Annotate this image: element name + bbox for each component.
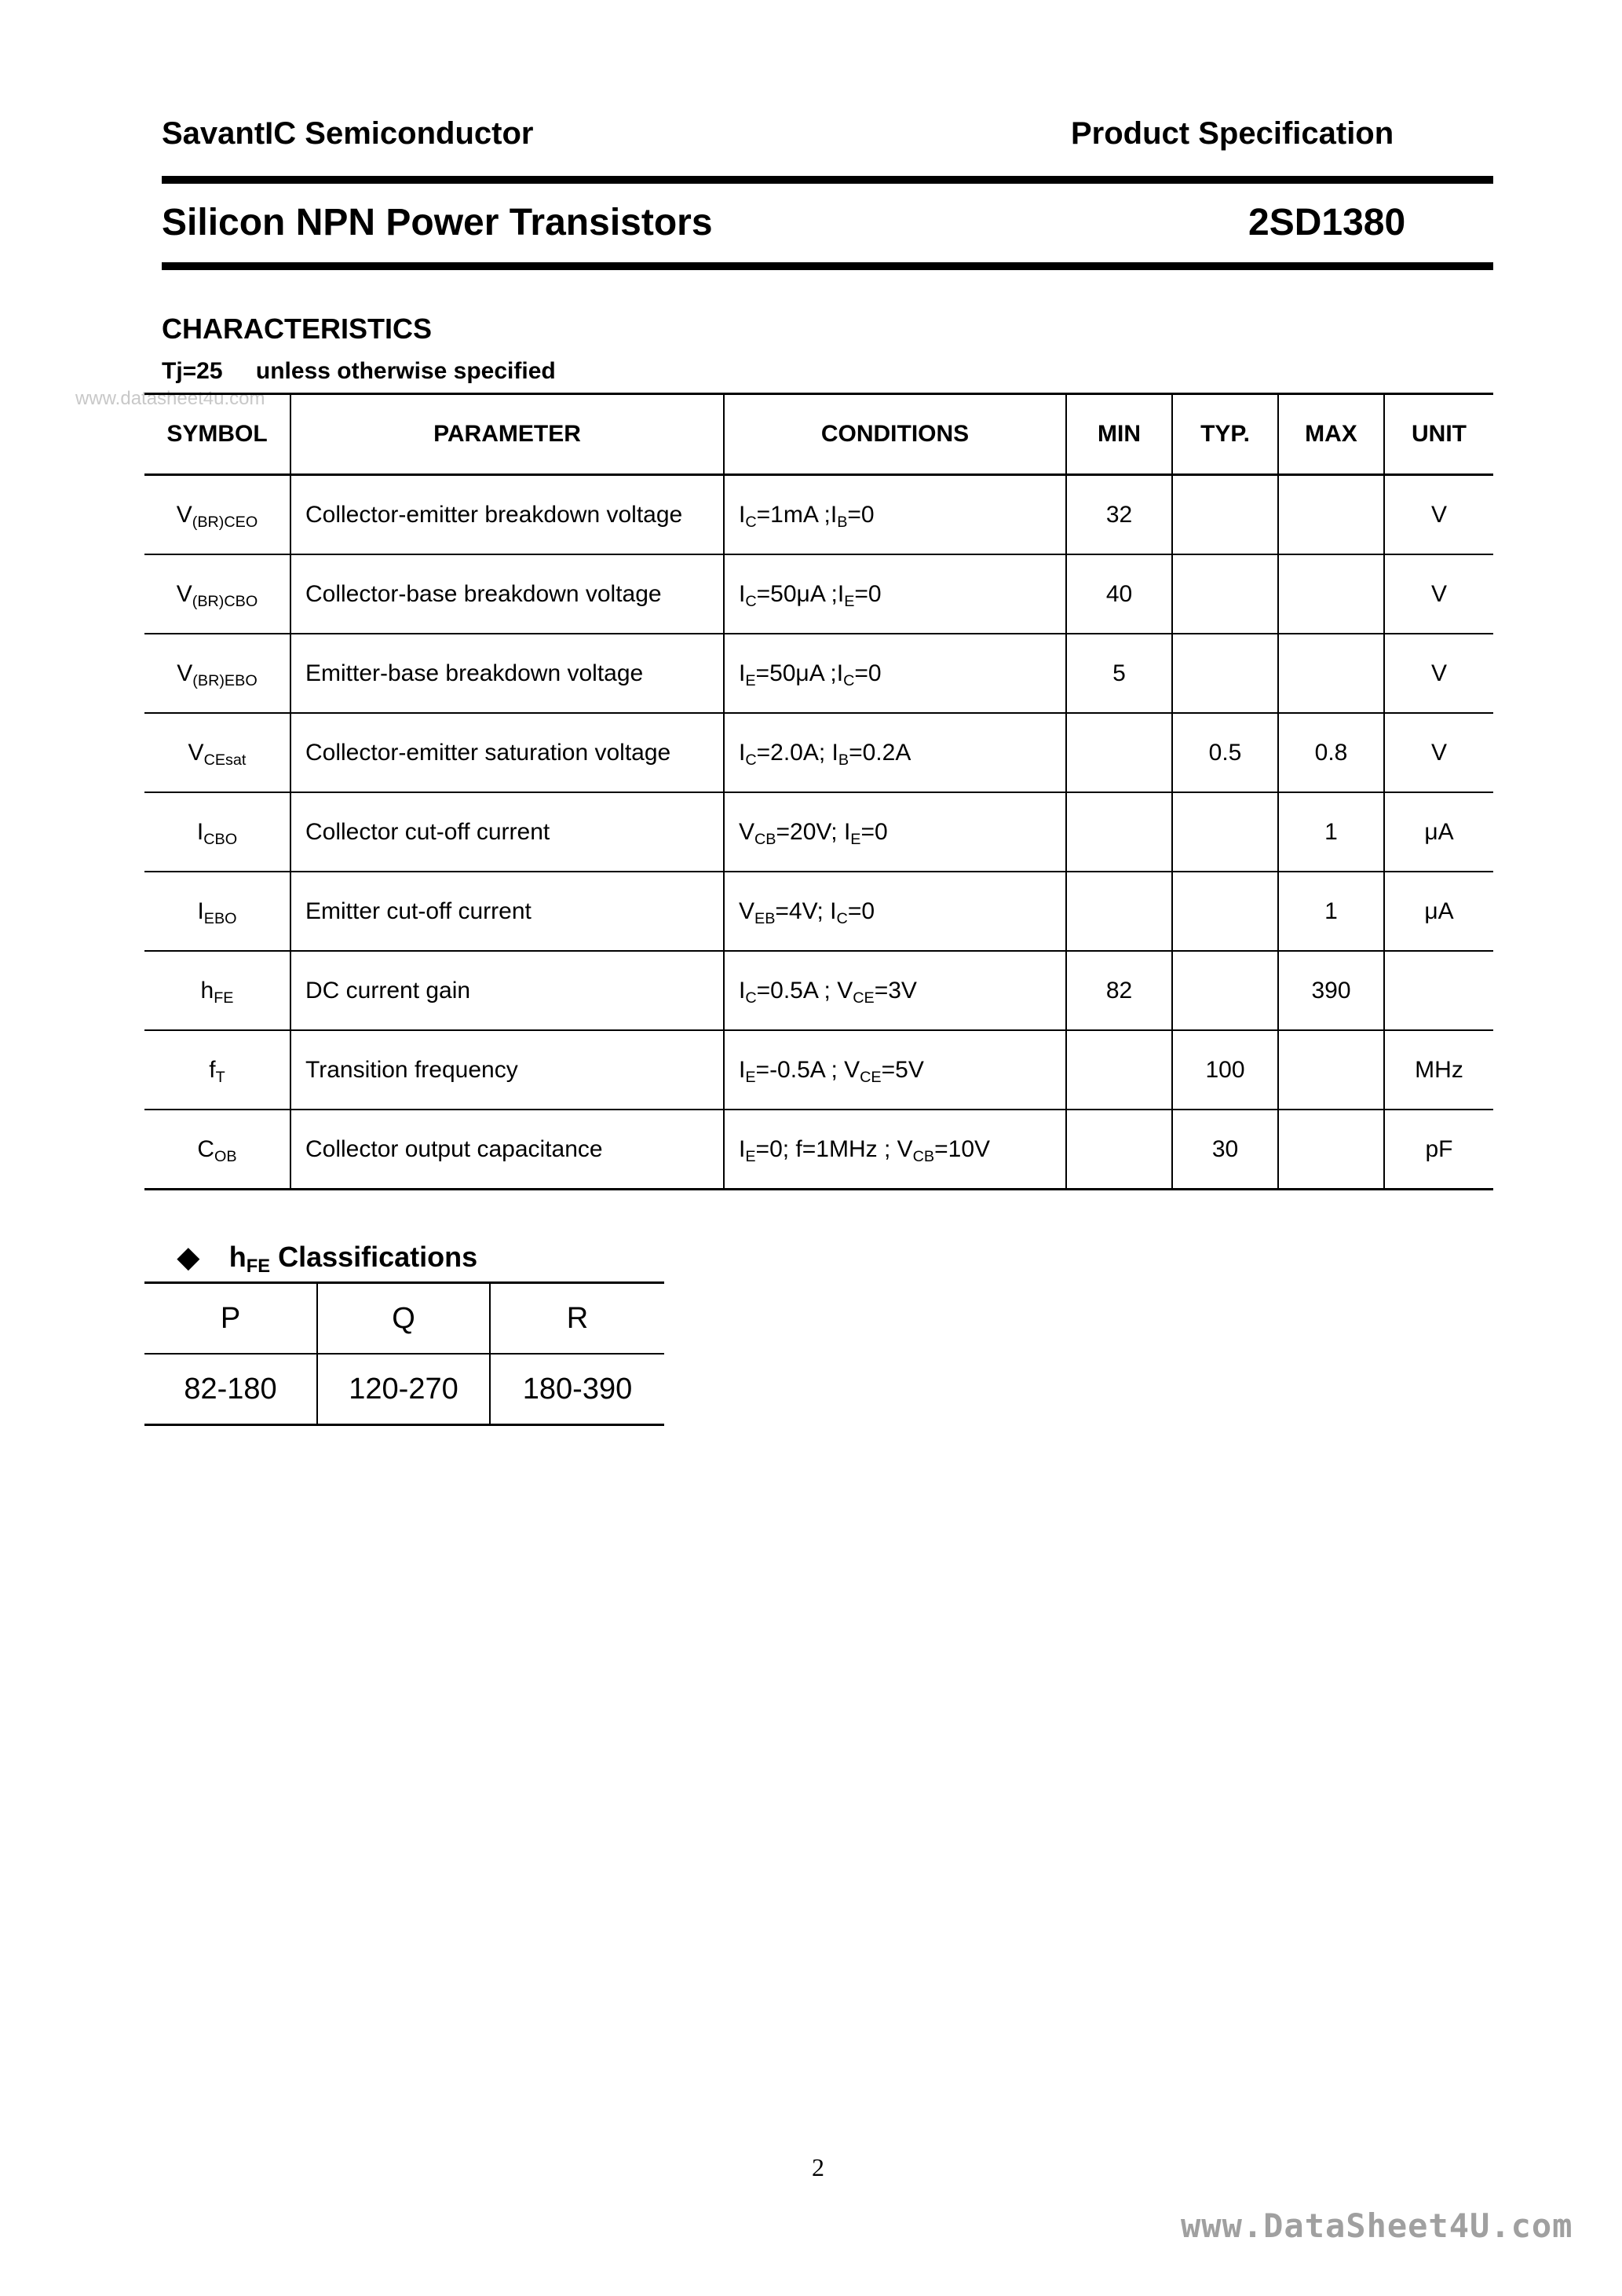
symbol-main: V <box>176 501 192 528</box>
condition-text: =0 <box>860 818 888 845</box>
class-header-q: Q <box>317 1283 490 1355</box>
parameter-cell: Collector-base breakdown voltage <box>290 554 724 634</box>
classification-range-row <box>144 1354 664 1425</box>
condition-text: =50μA ;I <box>756 580 845 607</box>
hfe-classification-table <box>144 1281 664 1426</box>
parameter-cell: Transition frequency <box>290 1030 724 1110</box>
parameter-cell: Emitter cut-off current <box>290 872 724 951</box>
class-range-q: 120-270 <box>317 1354 490 1425</box>
conditions-cell <box>724 713 1066 792</box>
unit-cell: μA <box>1384 792 1493 872</box>
symbol-main: I <box>196 818 204 845</box>
conditions-cell <box>724 951 1066 1030</box>
symbol-subscript: (BR)CEO <box>192 513 258 531</box>
symbol-cell <box>144 951 290 1030</box>
typ-cell <box>1172 872 1278 951</box>
class-range-p: 82-180 <box>144 1354 317 1425</box>
symbol-subscript: (BR)CBO <box>192 592 258 610</box>
class-header-r: R <box>490 1283 664 1355</box>
condition-text: =0 <box>854 580 882 607</box>
condition-text: =4V; I <box>775 898 837 924</box>
symbol-subscript: OB <box>214 1147 237 1165</box>
unit-cell <box>1384 951 1493 1030</box>
characteristics-table <box>144 393 1493 1190</box>
col-header-parameter: PARAMETER <box>290 394 724 475</box>
conditions-cell <box>724 872 1066 951</box>
condition-subscript: E <box>745 671 756 689</box>
page-number: 2 <box>812 2153 824 2181</box>
max-cell: 1 <box>1278 792 1384 872</box>
watermark-top: www.datasheet4u.com <box>75 388 265 409</box>
parameter-cell: Collector cut-off current <box>290 792 724 872</box>
symbol-cell <box>144 872 290 951</box>
max-cell: 1 <box>1278 872 1384 951</box>
condition-text: I <box>739 1135 746 1162</box>
symbol-cell <box>144 554 290 634</box>
symbol-main: C <box>197 1135 215 1162</box>
typ-cell: 0.5 <box>1172 713 1278 792</box>
table-row <box>144 1030 1493 1110</box>
condition-text: I <box>739 1056 746 1083</box>
conditions-cell <box>724 554 1066 634</box>
table-row <box>144 1110 1493 1190</box>
unit-cell: μA <box>1384 872 1493 951</box>
condition-text: I <box>739 501 746 528</box>
table-row <box>144 951 1493 1030</box>
typ-cell: 100 <box>1172 1030 1278 1110</box>
condition-subscript: CB <box>912 1147 935 1165</box>
condition-note-temp: Tj=25 <box>162 358 223 384</box>
parameter-cell: DC current gain <box>290 951 724 1030</box>
footer-watermark: www.DataSheet4U.com <box>1181 2206 1573 2245</box>
parameter-cell: Collector output capacitance <box>290 1110 724 1190</box>
col-header-conditions: CONDITIONS <box>724 394 1066 475</box>
company-name: SavantIC Semiconductor <box>162 116 534 151</box>
symbol-subscript: CEsat <box>203 751 247 769</box>
hfe-title-text: Classifications <box>278 1241 478 1273</box>
condition-text: =20V; I <box>776 818 851 845</box>
symbol-cell <box>144 713 290 792</box>
condition-subscript: CE <box>860 1068 882 1086</box>
hfe-classifications-title <box>177 1241 478 1278</box>
parameter-cell: Collector-emitter breakdown voltage <box>290 475 724 555</box>
table-header-row <box>144 394 1493 475</box>
symbol-main: V <box>177 660 193 686</box>
condition-text: I <box>739 580 746 607</box>
unit-cell: V <box>1384 475 1493 555</box>
unit-cell: pF <box>1384 1110 1493 1190</box>
symbol-cell <box>144 1110 290 1190</box>
condition-subscript: EB <box>754 909 776 927</box>
condition-text: =2.0A; I <box>756 739 838 766</box>
col-header-typ: TYP. <box>1172 394 1278 475</box>
condition-subscript: C <box>745 592 757 610</box>
class-header-p: P <box>144 1283 317 1355</box>
col-header-min: MIN <box>1066 394 1172 475</box>
col-header-symbol: SYMBOL <box>144 394 290 475</box>
min-cell: 32 <box>1066 475 1172 555</box>
condition-text: =-0.5A ; V <box>755 1056 860 1083</box>
max-cell <box>1278 1110 1384 1190</box>
table-row <box>144 713 1493 792</box>
characteristics-title: CHARACTERISTICS <box>162 313 433 345</box>
hfe-symbol-sub: FE <box>246 1256 271 1278</box>
header-rule-top <box>162 176 1493 184</box>
symbol-main: V <box>176 580 192 607</box>
condition-text: =5V <box>881 1056 924 1083</box>
conditions-cell <box>724 1110 1066 1190</box>
min-cell <box>1066 1110 1172 1190</box>
condition-text: =10V <box>934 1135 991 1162</box>
table-row <box>144 475 1493 555</box>
product-family: Silicon NPN Power Transistors <box>162 202 713 243</box>
max-cell <box>1278 554 1384 634</box>
symbol-cell <box>144 792 290 872</box>
symbol-subscript: EBO <box>203 909 237 927</box>
unit-cell: V <box>1384 713 1493 792</box>
parameter-cell: Emitter-base breakdown voltage <box>290 634 724 713</box>
condition-subscript: E <box>745 1068 756 1086</box>
unit-cell: MHz <box>1384 1030 1493 1110</box>
condition-text: =0 <box>854 660 882 686</box>
max-cell: 390 <box>1278 951 1384 1030</box>
condition-text: =0.5A ; V <box>756 977 853 1004</box>
max-cell: 0.8 <box>1278 713 1384 792</box>
min-cell <box>1066 792 1172 872</box>
typ-cell <box>1172 475 1278 555</box>
condition-subscript: E <box>850 830 861 848</box>
symbol-main: I <box>197 898 204 924</box>
symbol-main: V <box>188 739 204 766</box>
condition-note <box>162 358 556 385</box>
condition-subscript: C <box>836 909 848 927</box>
min-cell: 5 <box>1066 634 1172 713</box>
condition-text: I <box>739 977 746 1004</box>
part-number: 2SD1380 <box>1248 202 1406 243</box>
condition-subscript: E <box>844 592 855 610</box>
symbol-main: f <box>209 1056 216 1083</box>
min-cell: 82 <box>1066 951 1172 1030</box>
classification-header-row <box>144 1283 664 1355</box>
condition-text: =0 <box>847 501 875 528</box>
condition-subscript: C <box>745 513 757 531</box>
typ-cell <box>1172 792 1278 872</box>
condition-subscript: C <box>745 751 757 769</box>
condition-text: V <box>739 818 755 845</box>
conditions-cell <box>724 634 1066 713</box>
condition-text: =50μA ;I <box>755 660 844 686</box>
condition-text: I <box>739 739 746 766</box>
typ-cell <box>1172 951 1278 1030</box>
table-row <box>144 872 1493 951</box>
condition-text: I <box>739 660 746 686</box>
conditions-cell <box>724 475 1066 555</box>
min-cell <box>1066 1030 1172 1110</box>
condition-subscript: C <box>745 989 757 1007</box>
typ-cell <box>1172 554 1278 634</box>
symbol-main: h <box>200 977 214 1004</box>
condition-text: =3V <box>874 977 917 1004</box>
min-cell: 40 <box>1066 554 1172 634</box>
min-cell <box>1066 713 1172 792</box>
condition-subscript: CB <box>754 830 776 848</box>
condition-subscript: CE <box>853 989 875 1007</box>
table-row <box>144 792 1493 872</box>
max-cell <box>1278 634 1384 713</box>
min-cell <box>1066 872 1172 951</box>
symbol-subscript: FE <box>214 989 234 1007</box>
symbol-cell <box>144 634 290 713</box>
condition-note-text: unless otherwise specified <box>255 358 556 384</box>
condition-subscript: B <box>838 751 849 769</box>
symbol-subscript: T <box>215 1068 225 1086</box>
unit-cell: V <box>1384 554 1493 634</box>
condition-text: =0.2A <box>849 739 911 766</box>
class-range-r: 180-390 <box>490 1354 664 1425</box>
symbol-cell <box>144 1030 290 1110</box>
table-row <box>144 634 1493 713</box>
condition-text: =1mA ;I <box>756 501 838 528</box>
condition-subscript: E <box>745 1147 756 1165</box>
max-cell <box>1278 475 1384 555</box>
condition-subscript: C <box>843 671 855 689</box>
header-rule-bottom <box>162 262 1493 270</box>
hfe-symbol: h <box>228 1241 247 1273</box>
condition-text: V <box>739 898 755 924</box>
symbol-subscript: CBO <box>203 830 238 848</box>
parameter-cell: Collector-emitter saturation voltage <box>290 713 724 792</box>
typ-cell: 30 <box>1172 1110 1278 1190</box>
unit-cell: V <box>1384 634 1493 713</box>
typ-cell <box>1172 634 1278 713</box>
diamond-bullet-icon: ◆ <box>177 1241 199 1273</box>
symbol-subscript: (BR)EBO <box>192 671 258 689</box>
col-header-max: MAX <box>1278 394 1384 475</box>
conditions-cell <box>724 1030 1066 1110</box>
col-header-unit: UNIT <box>1384 394 1493 475</box>
document-type: Product Specification <box>1071 116 1394 151</box>
condition-text: =0; f=1MHz ; V <box>755 1135 913 1162</box>
conditions-cell <box>724 792 1066 872</box>
condition-subscript: B <box>837 513 848 531</box>
max-cell <box>1278 1030 1384 1110</box>
table-row <box>144 554 1493 634</box>
condition-text: =0 <box>847 898 875 924</box>
symbol-cell <box>144 475 290 555</box>
